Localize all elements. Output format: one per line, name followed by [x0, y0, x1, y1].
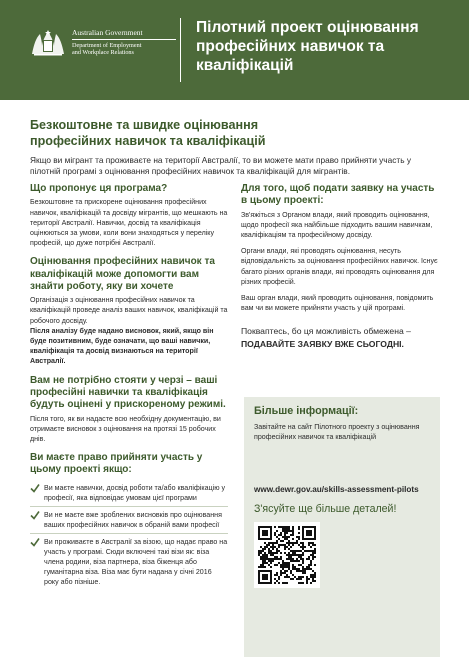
qr-code-icon [258, 526, 316, 584]
right-column [241, 183, 441, 351]
check-icon [30, 537, 40, 547]
header-divider [180, 18, 181, 82]
callout-bold: ПОДАВАЙТЕ ЗАЯВКУ ВЖЕ СЬОГОДНІ. [241, 339, 404, 350]
list-item [30, 480, 228, 507]
section-heading-apply: Для того, щоб подати заявку на участь в цьому проекті: [241, 183, 435, 207]
section-heading-offer: Що пропонує ця програма? [30, 183, 168, 194]
logo-divider [72, 39, 176, 40]
list-item-text: Ви проживаєте в Австралії за візою, що надає право на участь у програмі. Сюди включені такі візи як: віза члена родини, віза партнера, віза біженця або гуманітарна віза. Віза має бути надана у січні 2016 року або пізніше. [44, 537, 228, 586]
section-heading-eligibility: Ви маєте право прийняти участь у цьому проекті якщо: [30, 452, 203, 476]
section-text-offer: Безкоштовне та прискорене оцінювання професійних навичок, кваліфікацій та досвіду мігрантів, що мешкають на території Австралії. Навички, досвід та кваліфікація оцінюються за умови, коли вони знаходяться у переліку професій, що дуже потрібні Австралії. [30, 198, 228, 248]
section-heading-fast: Вам не потрібно стояти у черзі – ваші професійні навички та кваліфікація будуть оцінені у прискореному режимі. [30, 374, 226, 411]
check-icon [30, 483, 40, 493]
header-banner [0, 0, 469, 100]
check-icon [30, 510, 40, 520]
eligibility-list [30, 480, 228, 590]
info-heading: Більше інформації: [254, 405, 359, 417]
apply-text-2: Органи влади, які проводять оцінювання, несуть відповідальність за оцінювання професійних навичок. Існує багато різних органів влади, які проводять оцінювання для різних професій. [241, 247, 438, 286]
document-body [0, 100, 469, 664]
list-item-text: Ви маєте навички, досвід роботи та/або кваліфікацію у професії, яка відповідає умовам цієї програми [44, 483, 226, 502]
section-heading-benefit: Оцінювання професійних навичок та кваліфікацій може допомогти вам знайти роботу, яку ви хочете [30, 256, 215, 292]
apply-text-3: Ваш орган влади, який проводить оцінювання, повідомить вам чи ви можете прийняти участь у цій програмі. [241, 294, 434, 313]
main-heading: Безкоштовне та швидке оцінювання професійних навичок та кваліфікацій [30, 118, 266, 148]
section-text-benefit: Організація з оцінювання професійних навичок та кваліфікацій проведе аналіз ваших навичок, кваліфікацій та робочого досвіду. [30, 296, 228, 325]
government-logo [28, 24, 178, 84]
callout [241, 325, 441, 351]
info-text: Завітайте на сайт Пілотного проекту з оцінювання професійних навичок та кваліфікацій [254, 423, 420, 442]
department-name [72, 42, 141, 57]
intro-paragraph: Якщо ви мігрант та проживаєте на території Австралії, то ви можете мати право прийняти участь у пілотній програмі з оцінювання професійних навичок та кваліфікацій для мігрантів. [30, 155, 411, 176]
list-item-text: Ви не маєте вже зроблених висновків про оцінювання ваших професійних навичок в обраній вами професії [44, 510, 222, 529]
government-name: Australian Government [72, 28, 143, 37]
callout-text: Покваптесь, бо ця можливість обмежена – [241, 326, 411, 337]
apply-text-1: Зв'яжіться з Органом влади, який проводить оцінювання, щодо професії яка найбільше підходить вашим навичкам, кваліфікаціям та професійному досвіду. [241, 210, 433, 239]
department-line-1: Department of Employment [72, 42, 142, 49]
coat-of-arms-icon [28, 28, 68, 58]
qr-code[interactable] [254, 522, 320, 588]
info-box [244, 397, 440, 657]
info-scan-text: З'ясуйте ще більше деталей! [254, 503, 397, 515]
list-item [30, 507, 228, 534]
section-bold-benefit: Після аналізу буде надано висновок, який, якщо він буде позитивним, буде означати, що ваші навички, кваліфікація та досвід визнаються на території Австралії. [30, 326, 214, 366]
section-text-fast: Після того, як ви надасте всю необхідну документацію, ви отримаєте висновок з оцінювання на протязі 15 робочих днів. [30, 414, 221, 443]
left-column [30, 183, 228, 590]
info-url-link[interactable]: www.dewr.gov.au/skills-assessment-pilots [254, 485, 419, 494]
page-title: Пілотний проект оцінювання професійних навичок та кваліфікацій [196, 19, 419, 74]
list-item [30, 534, 228, 590]
department-line-2: and Workplace Relations [72, 49, 134, 57]
